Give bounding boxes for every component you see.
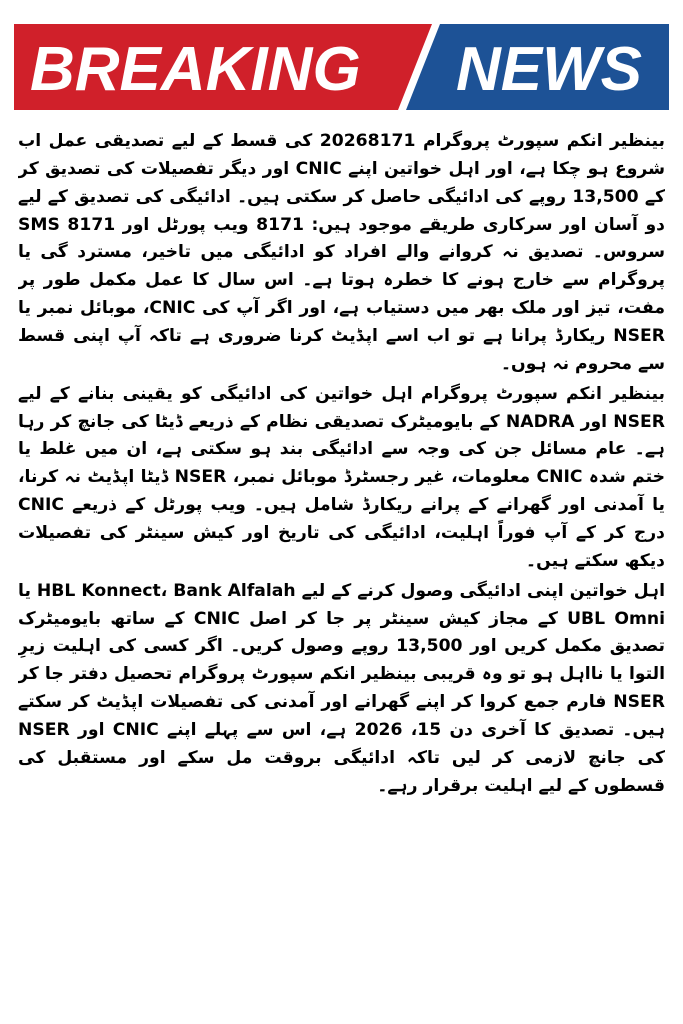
breaking-news-graphic [14, 24, 669, 110]
banner-word-news: NEWS [456, 35, 642, 104]
article-body [18, 128, 665, 1014]
article-paragraph-1: بینظیر انکم سپورٹ پروگرام 20268171 کی قسط کے لیے تصدیقی عمل اب شروع ہو چکا ہے، اور اہل خواتین اپنے CNIC اور دیگر تفصیلات کی تصدیق کر کے 13,500 روپے کی ادائیگی حاصل کر سکتی ہیں۔ ادائیگی کی تصدیق کے لیے دو آسان اور سرکاری طریقے موجود ہیں: 8171 ویب پورٹل اور SMS 8171 سروس۔ تصدیق نہ کروانے والے افراد کو ادائیگی میں تاخیر، مسترد گی یا پروگرام سے خارج ہونے کا خطرہ ہوتا ہے۔ اس سال کا عمل مکمل طور پر مفت، تیز اور ملک بھر میں دستیاب ہے، اور اگر آپ کی CNIC، موبائل نمبر یا NSER ریکارڈ پرانا ہے تو اب اسے اپڈیٹ کرنا ضروری ہے تاکہ آپ اپنی قسط سے محروم نہ ہوں۔ [18, 131, 665, 374]
breaking-news-banner [14, 24, 669, 110]
article-paragraph-3: اہل خواتین اپنی ادائیگی وصول کرنے کے لیے HBL Konnect، Bank Alfalah یا UBL Omni کے مجاز کیش سینٹر پر جا کر اصل CNIC کے ساتھ بایومیٹرک تصدیق مکمل کریں اور 13,500 روپے وصول کریں۔ اگر کسی کی اہلیت زیرِ التوا یا نااہل ہو تو وہ قریبی بینظیر انکم سپورٹ پروگرام تحصیل دفتر جا کر NSER فارم جمع کروا کر اپنے گھرانے اور آمدنی کی تفصیلات اپڈیٹ کر سکتے ہیں۔ تصدیق کا آخری دن 15، 2026 ہے، اس سے پہلے اپنے CNIC اور NSER کی جانچ لازمی کر لیں تاکہ ادائیگی بروقت مل سکے اور مستقبل کی قسطوں کے لیے اہلیت برقرار رہے۔ [18, 580, 665, 796]
banner-word-breaking: BREAKING [30, 35, 361, 104]
article-paragraph-2: بینظیر انکم سپورٹ پروگرام اہل خواتین کی ادائیگی کو یقینی بنانے کے لیے NSER اور NADRA کے بایومیٹرک تصدیقی نظام کے ذریعے ڈیٹا کی جانچ کر رہا ہے۔ عام مسائل جن کی وجہ سے ادائیگی بند ہو سکتی ہے، ان میں غلط یا ختم شدہ CNIC معلومات، غیر رجسٹرڈ موبائل نمبر، NSER ڈیٹا اپڈیٹ نہ کرنا، یا آمدنی اور گھرانے کے پرانے ریکارڈ شامل ہیں۔ ویب پورٹل کے ذریعے CNIC درج کر کے آپ فوراً اہلیت، ادائیگی کی تاریخ اور کیش سینٹر کی تفصیلات دیکھ سکتے ہیں۔ [18, 383, 665, 571]
